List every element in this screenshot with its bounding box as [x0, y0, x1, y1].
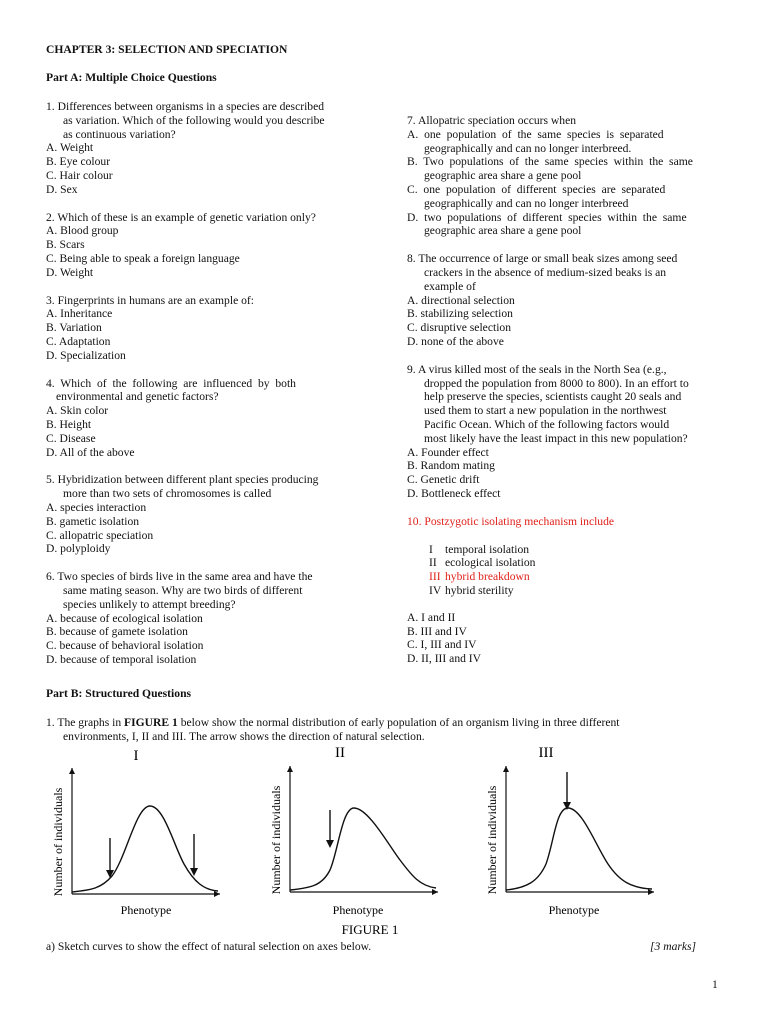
x-axis-label: Phenotype — [120, 903, 172, 917]
question-7: 7. Allopatric speciation occurs when A. one population of the same species is separated geographically and can no longer interbreed. B. Two populations of the same species within the same geographic area share a gene pool C. one population of different species are separated geographically and can no longer interbreed D. two populations of different species within the same geographic area share a gene pool — [407, 114, 721, 238]
option: B. Random mating — [407, 459, 495, 473]
question-5: 5. Hybridization between different plant species producing more than two sets of chromosomes is called A. species interaction B. gametic isolation C. allopatric speciation D. polyploidy — [46, 473, 362, 556]
option: D. Specialization — [46, 348, 126, 362]
roman-item: IV hybrid sterility — [429, 583, 514, 597]
x-axis-label: Phenotype — [332, 903, 384, 917]
page-number: 1 — [712, 978, 718, 991]
option: C. Adaptation — [46, 334, 111, 348]
figure-1 — [40, 742, 660, 938]
option: D. Bottleneck effect — [407, 486, 501, 500]
chapter-title: CHAPTER 3: SELECTION AND SPECIATION — [46, 43, 288, 56]
question-2: 2. Which of these is an example of genetic variation only? A. Blood group B. Scars C. Being able to speak a foreign language D. Weight — [46, 211, 362, 280]
y-axis-arrow-icon — [503, 766, 509, 772]
question-3: 3. Fingerprints in humans are an example of: A. Inheritance B. Variation C. Adaptation D. Specialization — [46, 294, 362, 363]
option: B. Height — [46, 417, 92, 431]
x-axis-arrow-icon — [648, 889, 654, 895]
question-9: 9. A virus killed most of the seals in the North Sea (e.g., dropped the population from 8000 to 800). In an effort to help preserve the species, scientists caught 20 seals and used them to start a new population in the northwest Pacific Ocean. Which of the following factors would most likely have the least impact in this new population? A. Founder effect B. Random mating C. Genetic drift D. Bottleneck effect — [407, 363, 721, 501]
option: A. I and II — [407, 610, 456, 624]
x-axis-arrow-icon — [214, 891, 220, 897]
figure-caption: FIGURE 1 — [341, 922, 399, 937]
distribution-curve — [72, 806, 218, 892]
option: A. because of ecological isolation — [46, 611, 203, 625]
question-b1a: a) Sketch curves to show the effect of natural selection on axes below. — [46, 940, 372, 953]
y-axis-label: Number of individuals — [269, 785, 283, 895]
option: A. Skin color — [46, 404, 109, 418]
option: C. Being able to speak a foreign language — [46, 251, 240, 265]
marks-label: [3 marks] — [650, 940, 697, 953]
option: C. Disease — [46, 431, 96, 445]
option: C. Genetic drift — [407, 473, 480, 487]
option: A. one population of the same species is separated — [407, 127, 664, 141]
graph-2 — [269, 745, 438, 917]
option: C. disruptive selection — [407, 321, 512, 335]
option: B. Variation — [46, 321, 102, 335]
question-8: 8. The occurrence of large or small beak sizes among seed crackers in the absence of medium-sized beaks is an example of A. directional selection B. stabilizing selection C. disruptive selection D. none of the above — [407, 252, 721, 349]
option: D. All of the above — [46, 445, 135, 459]
graph-1 — [51, 748, 220, 917]
distribution-curve — [290, 808, 436, 890]
option: B. Scars — [46, 238, 85, 252]
option: A. Weight — [46, 141, 94, 155]
option: A. species interaction — [46, 500, 147, 514]
option: B. gametic isolation — [46, 514, 140, 528]
graph-label: I — [133, 748, 139, 764]
left-column — [46, 100, 362, 681]
option: D. because of temporal isolation — [46, 652, 197, 666]
question-10: 10. Postzygotic isolating mechanism include I temporal isolation II ecological isolation III hybrid breakdown IV hybrid sterility A. I and II B. III and IV C. I, III and IV D. II, III and IV — [407, 515, 721, 666]
y-axis-arrow-icon — [287, 766, 293, 772]
question-1: 1. Differences between organisms in a species are described as variation. Which of the following would you describe as continuous variation? A. Weight B. Eye colour C. Hair colour D. Sex — [46, 100, 362, 197]
graph-label: III — [538, 745, 554, 761]
x-axis-arrow-icon — [432, 889, 438, 895]
roman-item: I temporal isolation — [429, 542, 530, 556]
distribution-curve — [506, 808, 652, 890]
question-6: 6. Two species of birds live in the same area and have the same mating season. Why are two birds of different species unlikely to attempt breeding? A. because of ecological isolation B. because of gamete isolation C. because of behavioral isolation D. because of temporal isolation — [46, 570, 362, 667]
option: D. two populations of different species within the same — [407, 210, 687, 224]
option: B. Two populations of the same species within the same — [407, 155, 693, 169]
option: B. III and IV — [407, 624, 467, 638]
option: A. Blood group — [46, 224, 119, 238]
option: A. Inheritance — [46, 307, 113, 321]
part-b-title: Part B: Structured Questions — [46, 687, 192, 700]
option: C. I, III and IV — [407, 638, 477, 652]
part-a-title: Part A: Multiple Choice Questions — [46, 71, 217, 84]
option: C. because of behavioral isolation — [46, 639, 204, 653]
option: B. Eye colour — [46, 155, 111, 169]
part-b-question-1: 1. The graphs in FIGURE 1 below show the normal distribution of early population of an organism living in three different environments, I, II and III. The arrow shows the direction of natural selection. — [46, 716, 620, 743]
right-column — [407, 114, 721, 666]
question-4: 4. Which of the following are influenced by both environmental and genetic factors? A. Skin color B. Height C. Disease D. All of the above — [46, 377, 362, 460]
roman-item: III hybrid breakdown — [429, 570, 530, 584]
y-axis-arrow-icon — [69, 768, 75, 774]
option: A. Founder effect — [407, 445, 489, 459]
option: B. stabilizing selection — [407, 307, 513, 321]
option: B. because of gamete isolation — [46, 625, 188, 639]
option: D. Weight — [46, 265, 94, 279]
option: A. directional selection — [407, 293, 515, 307]
option: D. none of the above — [407, 334, 504, 348]
graph-label: II — [335, 745, 345, 761]
y-axis-label: Number of individuals — [51, 787, 65, 897]
x-axis-label: Phenotype — [548, 903, 600, 917]
option: C. allopatric speciation — [46, 528, 154, 542]
y-axis-label: Number of individuals — [485, 785, 499, 895]
option: D. polyploidy — [46, 542, 111, 556]
option: D. Sex — [46, 182, 78, 196]
option: D. II, III and IV — [407, 652, 482, 666]
option: C. one population of different species are separated — [407, 182, 666, 196]
roman-item: II ecological isolation — [429, 556, 536, 570]
graph-3 — [485, 745, 654, 917]
option: C. Hair colour — [46, 168, 113, 182]
